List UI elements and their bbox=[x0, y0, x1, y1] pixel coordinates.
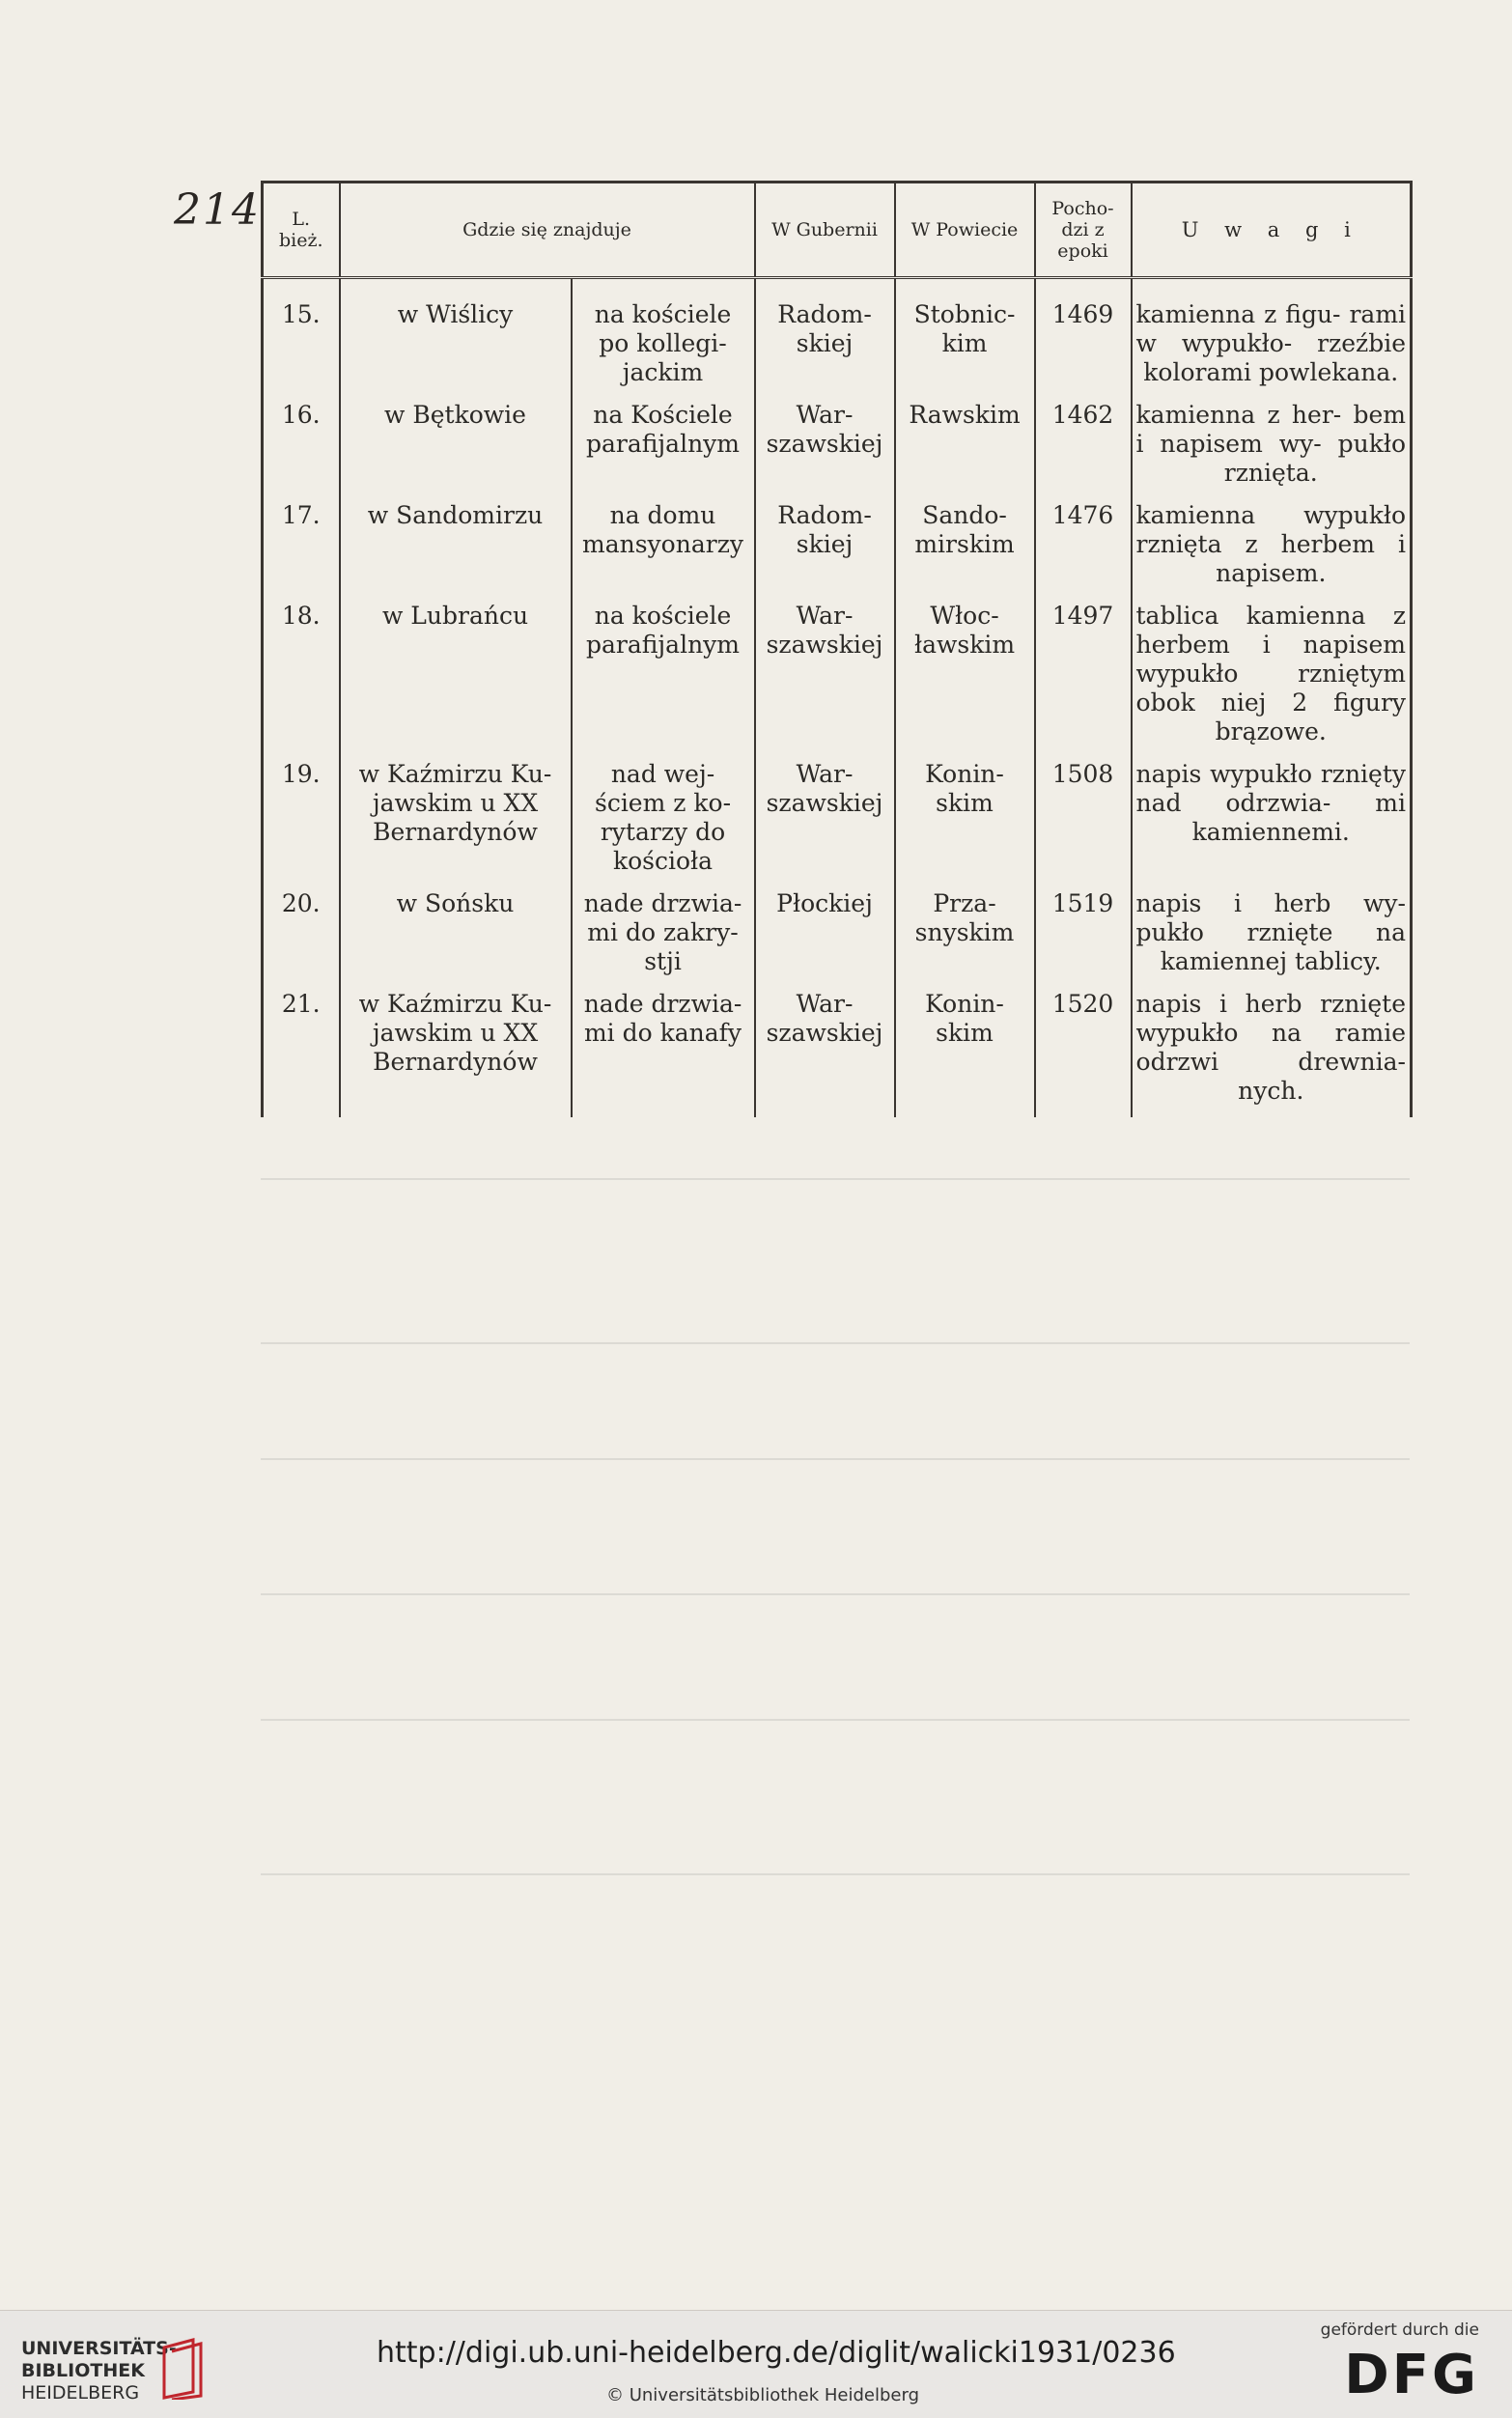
row-place: w Sandomirzu bbox=[340, 493, 572, 594]
table-row bbox=[263, 278, 1412, 394]
library-logo[interactable] bbox=[21, 2338, 177, 2404]
bleed-through-shadow bbox=[261, 1139, 1410, 1960]
row-notes: kamienna z figu- rami w wypukło- rzeźbie kolorami powlekana. bbox=[1132, 278, 1412, 394]
row-gubernia: Radom- skiej bbox=[755, 493, 895, 594]
row-powiat: Sando- mirskim bbox=[895, 493, 1035, 594]
row-powiat: Prza- snyskim bbox=[895, 882, 1035, 982]
library-mark-icon bbox=[154, 2336, 212, 2400]
header-no: L. bież. bbox=[263, 183, 340, 278]
row-gubernia: War- szawskiej bbox=[755, 982, 895, 1117]
row-powiat: Konin- skim bbox=[895, 982, 1035, 1117]
row-powiat: Konin- skim bbox=[895, 752, 1035, 882]
row-notes: napis i herb rznięte wypukło na ramie odrzwi drewnia- nych. bbox=[1132, 982, 1412, 1117]
table-row bbox=[263, 882, 1412, 982]
row-powiat: Włoc- ławskim bbox=[895, 594, 1035, 752]
row-where: na domu mansyonarzy bbox=[572, 493, 755, 594]
row-gubernia: War- szawskiej bbox=[755, 594, 895, 752]
row-where: nad wej- ściem z ko- rytarzy do kościoła bbox=[572, 752, 755, 882]
row-number: 19. bbox=[263, 752, 340, 882]
dfg-logo[interactable]: DFG bbox=[1344, 2344, 1479, 2406]
row-year: 1520 bbox=[1035, 982, 1132, 1117]
row-year: 1508 bbox=[1035, 752, 1132, 882]
row-notes: kamienna wypukło rznięta z herbem i napisem. bbox=[1132, 493, 1412, 594]
footer-bar bbox=[0, 2310, 1512, 2418]
header-notes: U w a g i bbox=[1132, 183, 1412, 278]
header-location: Gdzie się znajduje bbox=[340, 183, 755, 278]
table-row bbox=[263, 493, 1412, 594]
row-gubernia: War- szawskiej bbox=[755, 752, 895, 882]
page-number: 214 bbox=[174, 185, 261, 235]
row-gubernia: Płockiej bbox=[755, 882, 895, 982]
row-year: 1462 bbox=[1035, 393, 1132, 493]
funding-label: gefördert durch die bbox=[1320, 2320, 1479, 2340]
row-where: na Kościele parafijalnym bbox=[572, 393, 755, 493]
row-year: 1476 bbox=[1035, 493, 1132, 594]
table-row bbox=[263, 594, 1412, 752]
row-year: 1497 bbox=[1035, 594, 1132, 752]
row-year: 1519 bbox=[1035, 882, 1132, 982]
row-year: 1469 bbox=[1035, 278, 1132, 394]
row-powiat: Rawskim bbox=[895, 393, 1035, 493]
library-name-line1: UNIVERSITÄTS- bbox=[21, 2338, 177, 2359]
library-name-line2: BIBLIOTHEK bbox=[21, 2360, 145, 2381]
row-where: na kościele po kollegi- jackim bbox=[572, 278, 755, 394]
table-header-row bbox=[263, 183, 1412, 278]
row-notes: kamienna z her- bem i napisem wy- pukło rznięta. bbox=[1132, 393, 1412, 493]
row-gubernia: Radom- skiej bbox=[755, 278, 895, 394]
row-place: w Sońsku bbox=[340, 882, 572, 982]
row-number: 21. bbox=[263, 982, 340, 1117]
row-place: w Kaźmirzu Ku- jawskim u XX Bernardynów bbox=[340, 752, 572, 882]
row-where: na kościele parafijalnym bbox=[572, 594, 755, 752]
row-number: 17. bbox=[263, 493, 340, 594]
header-gubernia: W Gubernii bbox=[755, 183, 895, 278]
row-number: 15. bbox=[263, 278, 340, 394]
row-gubernia: War- szawskiej bbox=[755, 393, 895, 493]
row-number: 20. bbox=[263, 882, 340, 982]
row-where: nade drzwia- mi do zakry- stji bbox=[572, 882, 755, 982]
row-place: w Kaźmirzu Ku- jawskim u XX Bernardynów bbox=[340, 982, 572, 1117]
row-place: w Lubrańcu bbox=[340, 594, 572, 752]
header-epoch: Pocho- dzi z epoki bbox=[1035, 183, 1132, 278]
row-notes: napis wypukło rznięty nad odrzwia- mi kamiennemi. bbox=[1132, 752, 1412, 882]
row-notes: napis i herb wy- pukło rznięte na kamiennej tablicy. bbox=[1132, 882, 1412, 982]
row-place: w Bętkowie bbox=[340, 393, 572, 493]
library-name-line3: HEIDELBERG bbox=[21, 2382, 140, 2404]
row-notes: tablica kamienna z herbem i napisem wypukło rzniętym obok niej 2 figury brązowe. bbox=[1132, 594, 1412, 752]
row-place: w Wiślicy bbox=[340, 278, 572, 394]
table-row bbox=[263, 393, 1412, 493]
permalink-url[interactable]: http://digi.ub.uni-heidelberg.de/diglit/walicki1931/0236 bbox=[377, 2336, 1176, 2370]
table-row bbox=[263, 982, 1412, 1117]
header-powiat: W Powiecie bbox=[895, 183, 1035, 278]
row-where: nade drzwia- mi do kanafy bbox=[572, 982, 755, 1117]
row-number: 18. bbox=[263, 594, 340, 752]
inventory-table bbox=[261, 181, 1410, 1117]
row-powiat: Stobnic- kim bbox=[895, 278, 1035, 394]
table-row bbox=[263, 752, 1412, 882]
copyright: © Universitätsbibliothek Heidelberg bbox=[606, 2385, 920, 2405]
row-number: 16. bbox=[263, 393, 340, 493]
